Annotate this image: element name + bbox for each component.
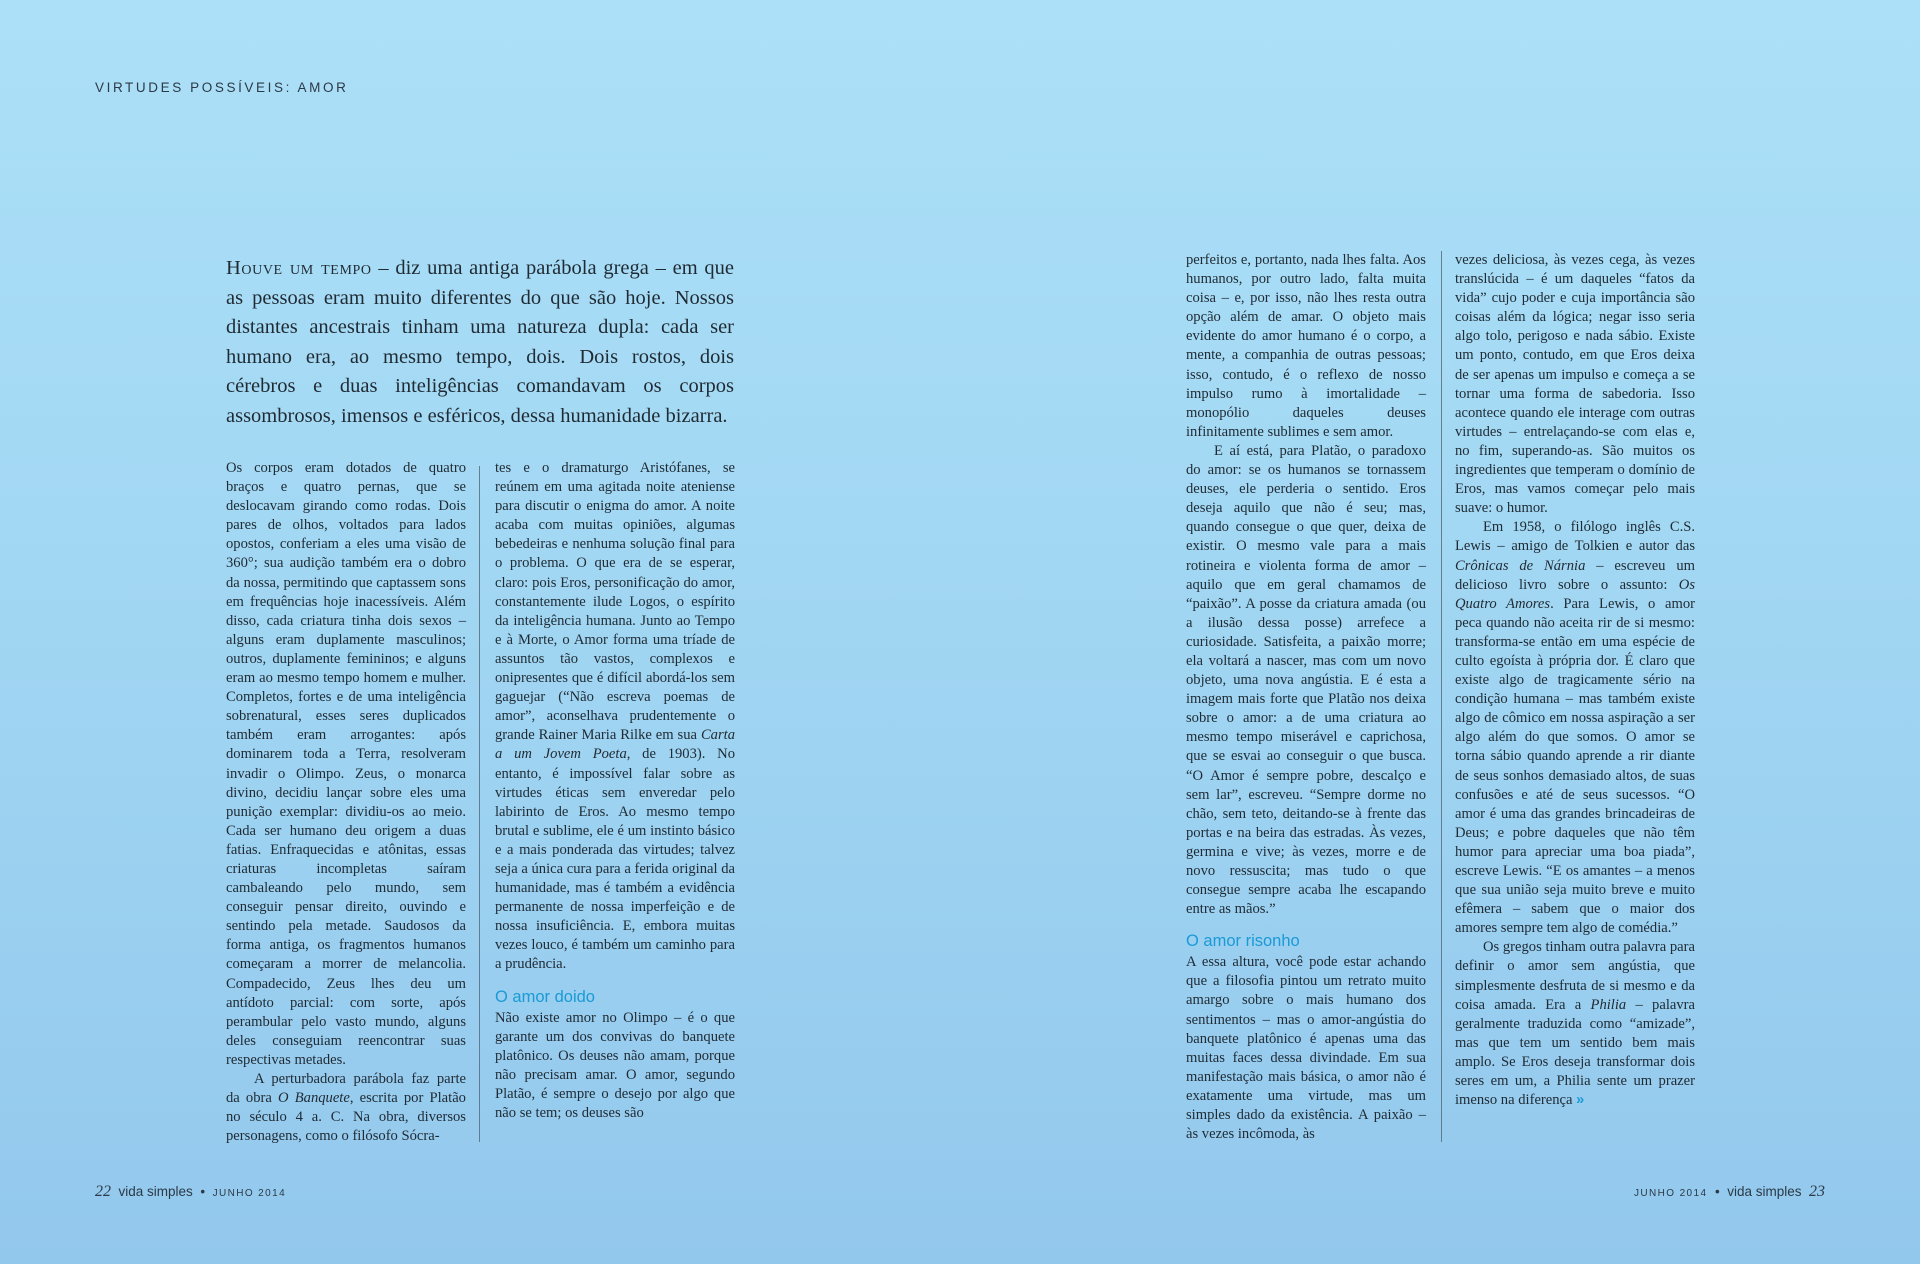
column-divider-right <box>1441 251 1442 1142</box>
folio-left <box>95 1183 286 1201</box>
column-1 <box>226 459 466 1146</box>
magazine-name-right: vida simples <box>1727 1184 1802 1199</box>
col4-p2-text-c: . Para Lewis, o amor peca quando não aceita rir de si mesmo: transforma-se então em uma espécie de culto egoísta à própria dor. É claro que existe algo de tragicamente sério na condição humana – mas também existe algo de cômico em nossa aspiração a ser algo além do que somos. O amor se torna sábio quando aprende a rir diante de seus sonhos demasiado altos, de suas confusões e até de seus sucessos. “O amor é uma das grandes brincadeiras de Deus; e pobre daqueles que não têm humor para apreciar uma boa piada”, escreve Lewis. “E os amantes – a menos que sua união seja muito breve e muito efêmera – sabem que o maior dos amores sempre tem algo de comédia.” <box>1455 595 1695 937</box>
col4-p2-text-b: – escreveu um delicioso livro sobre o assunto: <box>1455 557 1695 593</box>
book-title-narnia: Crônicas de Nárnia <box>1455 557 1586 574</box>
col4-p2-text-a: Em 1958, o filólogo inglês C.S. Lewis – amigo de Tolkien e autor das <box>1455 519 1695 555</box>
col2-paragraph-2: Não existe amor no Olimpo – é o que garante um dos convivas do banquete platônico. Os deuses não amam, porque não precisam amar. O amor, segundo Platão, é sempre o desejo por algo que não se tem; os deuses são <box>495 1009 735 1121</box>
page-number-right: 23 <box>1809 1183 1825 1200</box>
col4-paragraph-2 <box>1455 518 1695 938</box>
lead-text: – diz uma antiga parábola grega – em que as pessoas eram muito diferentes do que são hoje. Nossos distantes ancestrais tinham uma natureza dupla: cada ser humano era, ao mesmo tempo, dois. Dois rostos, dois cérebros e duas inteligências comandavam os corpos assombrosos, imensos e esféricos, dessa humanidade bizarra. <box>226 257 734 427</box>
col4-p3-text-b: – palavra geralmente traduzida como “amizade”, mas que tem um sentido bem mais amplo. Se Eros deseja transformar dois seres em um, a Philia sente um prazer imenso na diferença <box>1455 996 1695 1109</box>
book-title-banquete: O Banquete <box>278 1090 350 1107</box>
column-divider-left <box>479 466 480 1142</box>
col1-p2-text-a: A perturbadora parábola faz parte da obra <box>226 1071 466 1107</box>
lead-smallcaps: Houve um tempo <box>226 257 372 279</box>
issue-date-left: JUNHO 2014 <box>212 1188 287 1199</box>
col4-p3-text-a: Os gregos tinham outra palavra para definir o amor sem angústia, que simplesmente desfruta de si mesmo e da coisa amada. Era a <box>1455 939 1695 1013</box>
col4-paragraph-3 <box>1455 938 1695 1110</box>
col2-p1-text-b: , de 1903). No entanto, é impossível falar sobre as virtudes éticas sem enveredar pelo labirinto de Eros. Ao mesmo tempo brutal e sublime, ele é um instinto básico e a mais ponderada das virtudes; talvez seja a única cura para a ferida original da humanidade, mas é também a evidência permanente de nossa imperfeição e de nossa insuficiência. E, embora muitas vezes louco, é também um caminho para a prudência. <box>495 746 736 973</box>
subhead-amor-doido: O amor doido <box>495 987 595 1006</box>
column-3 <box>1186 251 1426 1144</box>
page-number-left: 22 <box>95 1183 111 1200</box>
col3-paragraph-1: perfeitos e, portanto, nada lhes falta. Aos humanos, por outro lado, falta muita coisa – e, por isso, não lhes resta outra opção além de amar. O objeto mais evidente do amor humano é o corpo, a mente, a companhia de outras pessoas; isso, contudo, é o reflexo de nosso impulso rumo à imortalidade – monopólio daqueles deuses infinitamente sublimes e sem amor. <box>1186 252 1426 440</box>
col3-paragraph-2: E aí está, para Platão, o paradoxo do amor: se os humanos se tornassem deuses, ele perderia o sentido. Eros deseja aquilo que não é seu; mas, quando consegue o que quer, deixa de existir. O mesmo vale para a mais rotineira e violenta forma de amor – aquilo que em geral chamamos de “paixão”. A posse da criatura amada (ou a ilusão dessa posse) arrefece a curiosidade. Satisfeita, a paixão morre; ela voltará a nascer, mas com um novo objeto, uma nova angústia. E é esta a imagem mais forte que Platão nos deixa sobre o amor: a de uma criatura ao mesmo tempo miserável e caprichosa, que se esvai ao conseguir o que busca. “O Amor é sempre pobre, descalço e sem lar”, escreveu. “Sempre dorme no chão, sem teto, deitando-se à frente das portas e na beira das estradas. Às vezes, germina e vive; às vezes, morre e de novo ressuscita; mas tudo o que consegue sempre acaba lhe escapando entre as mãos.” <box>1186 442 1426 918</box>
col4-paragraph-1: vezes deliciosa, às vezes cega, às vezes translúcida – é um daqueles “fatos da vida” cujo poder e cuja importância são coisas além da lógica; negar isso seria algo tolo, perigoso e nada sábio. Existe um ponto, contudo, em que Eros deixa de ser apenas um impulso e começa a se tornar uma forma de sabedoria. Isso acontece quando ele interage com outras virtudes – entrelaçando-se com elas e, no fim, superando-as. São muitos os ingredientes que temperam o domínio de Eros, mas vamos começar pelo mais suave: o humor. <box>1455 252 1695 517</box>
col1-p2-text-b: , escrita por Platão no século 4 a. C. Na obra, diversos personagens, como o filósofo Sócra- <box>226 1090 466 1145</box>
col1-paragraph-2 <box>226 1070 466 1146</box>
term-philia: Philia <box>1590 996 1627 1013</box>
magazine-name-left: vida simples <box>118 1184 193 1199</box>
continue-arrow-icon: » <box>1576 1092 1585 1109</box>
col1-paragraph-1: Os corpos eram dotados de quatro braços e quatro pernas, que se deslocavam girando como rodas. Dois pares de olhos, voltados para lados opostos, conferiam a eles uma visão de 360°; sua audição também era o dobro da nossa, permitindo que captassem sons em frequências hoje inacessíveis. Além disso, cada criatura tinha dois sexos – alguns eram duplamente masculinos; outros, duplamente femininos; e alguns eram ao mesmo tempo homem e mulher. Completos, fortes e de uma inteligência sobrenatural, esses seres duplicados também eram arrogantes: após dominarem toda a Terra, resolveram invadir o Olimpo. Zeus, o monarca divino, decidiu lançar sobre eles uma punição exemplar: dividiu-os ao meio. Cada ser humano deu origem a duas fatias. Enfraquecidas e atônitas, essas criaturas incompletas saíram cambaleando pelo mundo, sem conseguir pensar direito, ouvindo e sentindo pela metade. Saudosos da forma antiga, os fragmentos humanos começaram a morrer de melancolia. Compadecido, Zeus lhes deu um antídoto parcial: com sorte, após perambular pelo vasto mundo, alguns deles conseguiam reencontrar suas respectivas metades. <box>226 460 466 1068</box>
book-title-carta: Carta a um Jovem Poeta <box>495 727 735 763</box>
subhead-amor-risonho: O amor risonho <box>1186 932 1300 951</box>
col3-paragraph-3: A essa altura, você pode estar achando que a filosofia pintou um retrato muito amargo sobre o mais humano dos sentimentos – mas o amor-angústia do banquete platônico é apenas uma das muitas faces dessa divindade. Em sua manifestação mais básica, o amor não é exatamente uma virtude, mas um simples dado da existência. A paixão – às vezes incômoda, às <box>1186 954 1426 1143</box>
lead-paragraph <box>226 254 734 432</box>
issue-date-right: JUNHO 2014 <box>1633 1188 1708 1199</box>
col2-paragraph-1 <box>495 459 735 975</box>
separator-left: • <box>200 1184 206 1199</box>
section-label: VIRTUDES POSSÍVEIS: AMOR <box>95 80 349 95</box>
col2-p1-text-a: tes e o dramaturgo Aristófanes, se reúnem em uma agitada noite ateniense para discutir o enigma do amor. A noite acaba com muitas opiniões, algumas bebedeiras e nenhuma solução final para o problema. O que era de se esperar, claro: pois Eros, personificação do amor, constantemente ilude Logos, o espírito da inteligência humana. Junto ao Tempo e à Morte, o Amor forma uma tríade de assuntos tão vastos, complexos e onipresentes que é difícil abordá-los sem gaguejar (“Não escreva poemas de amor”, aconselhava prudentemente o grande Rainer Maria Rilke em sua <box>495 460 735 744</box>
separator-right: • <box>1714 1184 1720 1199</box>
book-title-quatro-amores: Os Quatro Amores <box>1455 576 1695 612</box>
column-4 <box>1455 251 1695 1110</box>
folio-right <box>1634 1183 1825 1201</box>
column-2 <box>495 459 735 1123</box>
